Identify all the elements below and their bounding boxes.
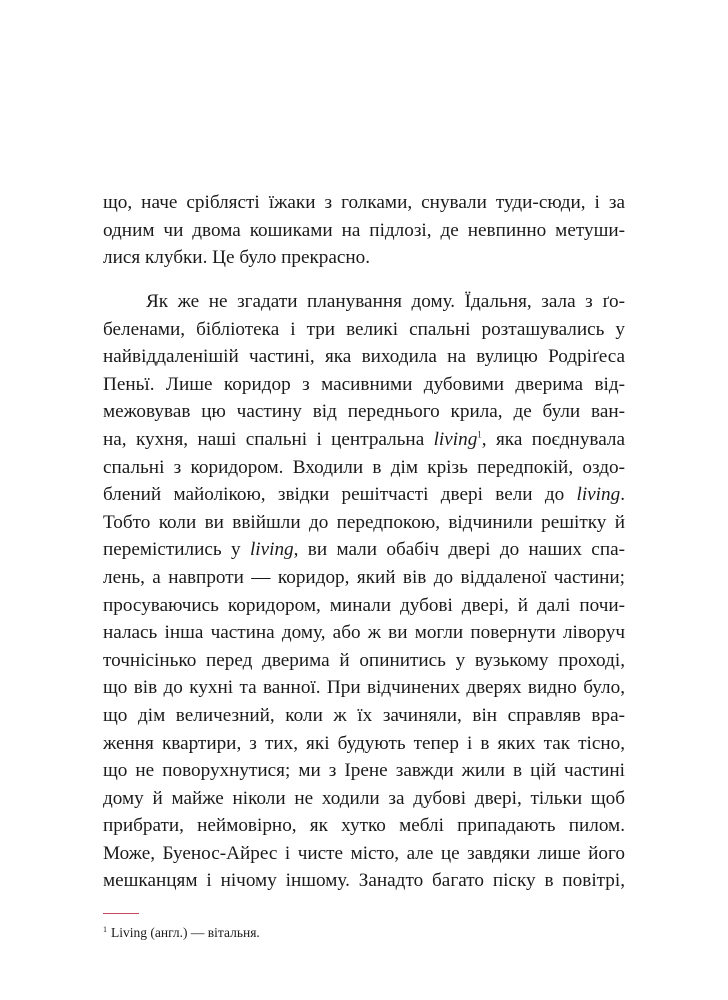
text-line: просуваючись коридором, минали дубові двері, й далі почи- — [103, 594, 625, 616]
italic-word-living: living — [576, 484, 621, 506]
text-line-with-italic — [103, 536, 625, 564]
text-segment: на, кухня, наші спальні і центральна — [103, 428, 425, 450]
text-line: Може, Буенос-Айрес і чисте місто, але це завдяки лише його — [103, 842, 625, 864]
paragraph-2 — [103, 288, 625, 895]
text-segment: , яка поєднувала — [481, 428, 626, 450]
text-line: беленами, бібліотека і три великі спальні розташувались у — [103, 318, 625, 340]
text-line: Тобто коли ви ввійшли до передпокою, відчинили решітку й — [103, 511, 625, 533]
text-line: ження квартири, з тих, які будують тепер і в яких так тісно, — [103, 732, 625, 754]
text-line-with-italic — [103, 426, 625, 454]
text-line: найвіддаленішій частині, яка виходила на вулицю Родріґеса — [103, 346, 625, 368]
text-line: що дім величезний, коли ж їх зачиняли, він справляв вра- — [103, 704, 625, 726]
text-line: Як же не згадати планування дому. Їдальня, зала з ґо- — [146, 291, 625, 312]
italic-word-living: living — [249, 539, 294, 561]
text-segment: . — [620, 484, 625, 506]
text-line: дому й майже ніколи не ходили за дубові двері, тільки щоб — [103, 787, 625, 809]
text-line: Пеньї. Лише коридор з масивними дубовими дверима від- — [103, 373, 625, 395]
text-segment: , ви мали обабіч двері до наших спа- — [293, 539, 625, 561]
text-line: одним чи двома кошиками на підлозі, де невпинно метуши- — [103, 219, 625, 241]
paragraph-1 — [103, 189, 625, 272]
text-line: спальні з коридором. Входили в дім крізь передпокій, оздо- — [103, 456, 625, 478]
footnote-text: Living (англ.) — вітальня. — [111, 925, 260, 940]
text-line: налась інша частина дому, або ж ви могли повернути ліворуч — [103, 622, 625, 644]
text-segment: перемістились у — [103, 539, 241, 561]
text-line: мешканцям і нічому іншому. Занадто багато піску в повітрі, — [103, 870, 625, 892]
italic-word-living: living — [433, 428, 478, 450]
text-line: лися клубки. Це було прекрасно. — [103, 247, 371, 269]
text-segment: блений майолікою, звідки решітчасті двері вели до — [103, 484, 565, 506]
text-line: точнісінько перед дверима й опинитись у вузькому проході, — [103, 649, 625, 671]
footnote-number: 1 — [103, 924, 107, 934]
text-line: що не поворухнутися; ми з Ірене завжди жили в цій частині — [103, 760, 625, 782]
text-line: лень, а навпроти — коридор, який вів до віддаленої частини; — [103, 566, 625, 588]
text-line-with-italic — [103, 481, 625, 509]
text-line: прибрати, неймовірно, як хутко меблі припадають пилом. — [103, 815, 625, 837]
footnote-marker: 1 — [477, 429, 482, 440]
footnote-separator — [103, 913, 139, 914]
text-line: що, наче сріблясті їжаки з голками, снували туди-сюди, і за — [103, 192, 625, 213]
footnote — [103, 924, 260, 942]
text-line: межовував цю частину від переднього крила, де були ван- — [103, 401, 625, 423]
text-line: що вів до кухні та ванної. При відчинених дверях видно було, — [103, 677, 625, 699]
